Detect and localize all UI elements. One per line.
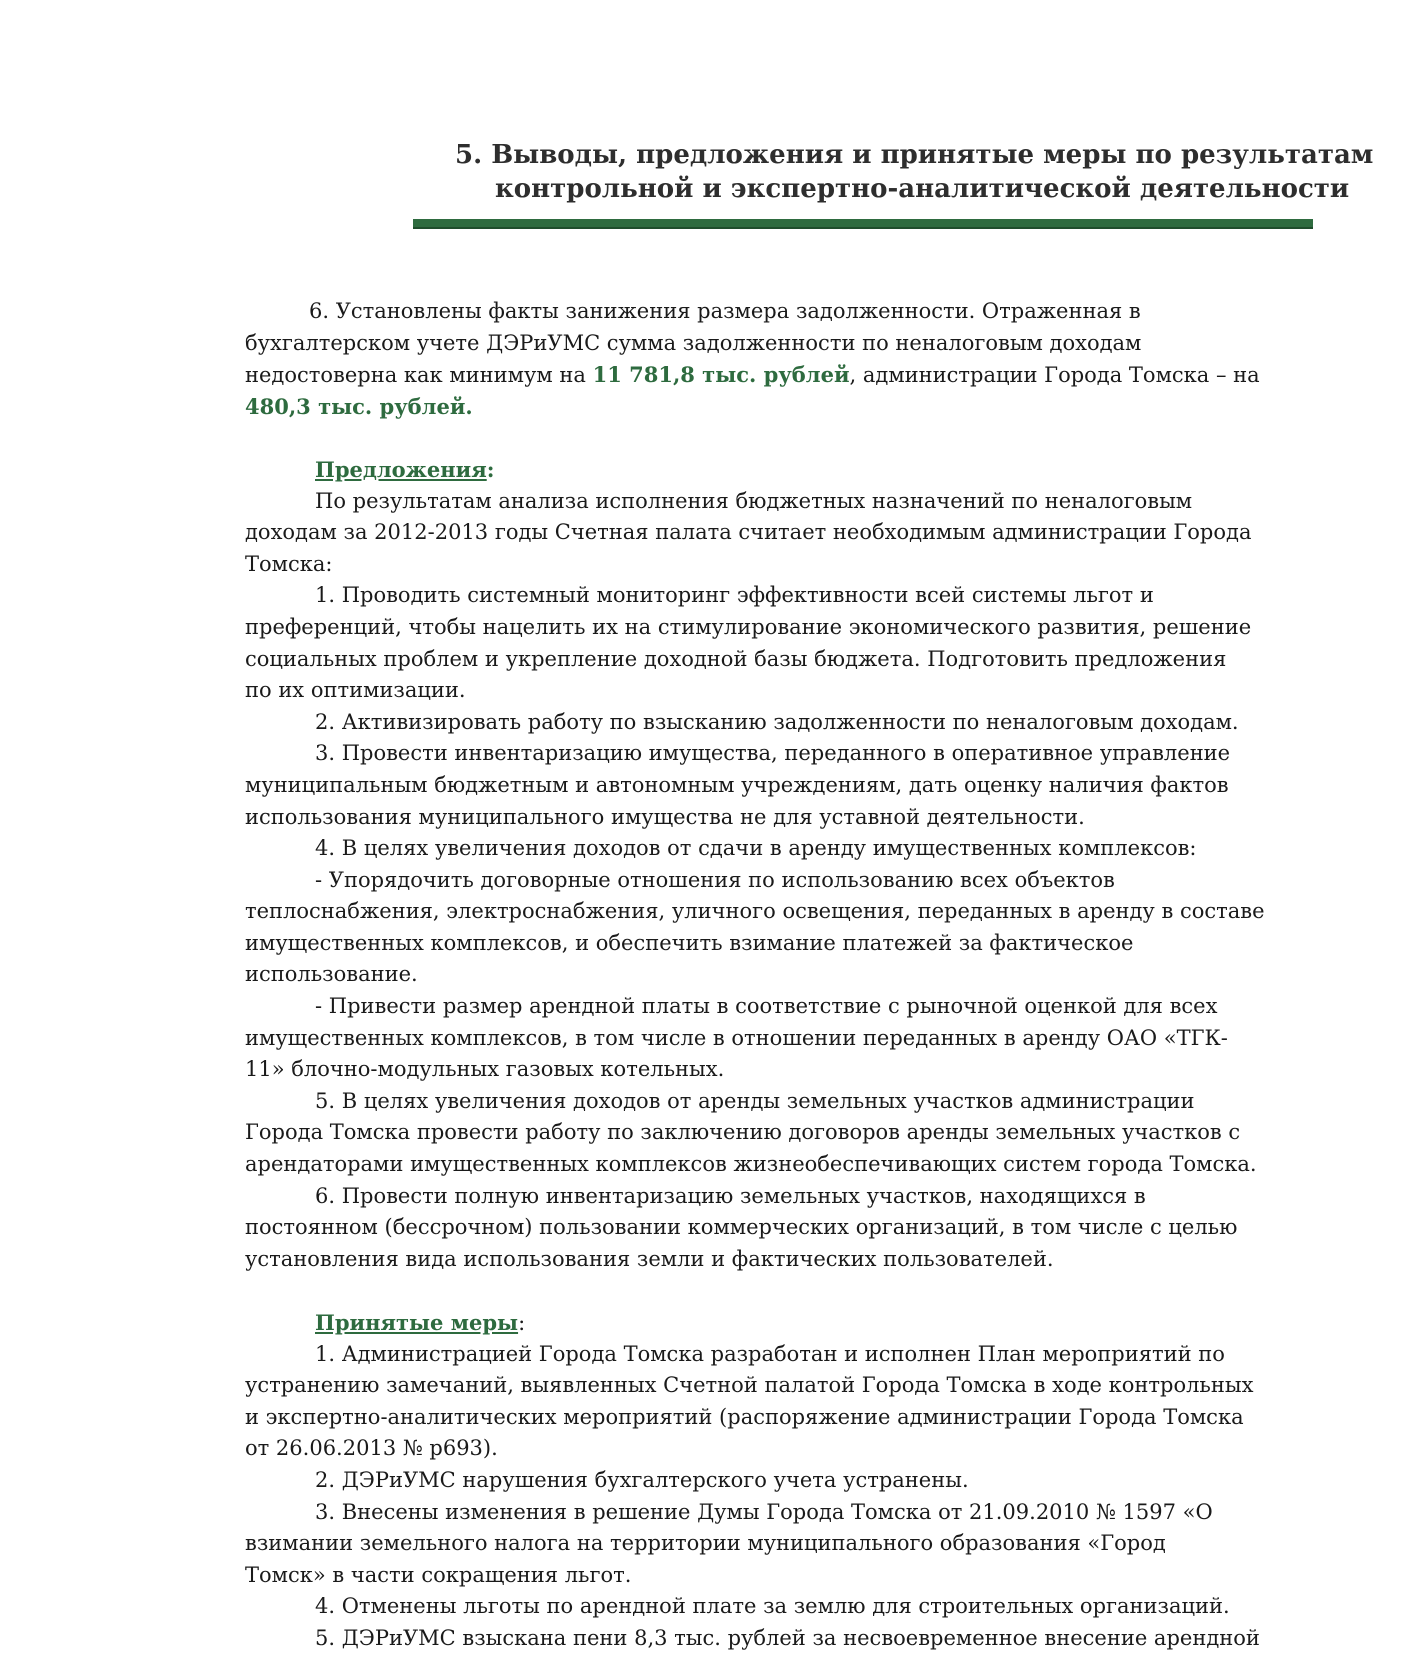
proposal-6-line-3: установления вида использования земли и фактических пользователей. — [245, 1246, 1054, 1271]
proposal-3-line-3: использования муниципального имущества не для уставной деятельности. — [245, 804, 1085, 829]
measure-3-line-3: Томск» в части сокращения льгот. — [245, 1562, 632, 1587]
measures-heading: Принятые меры — [315, 1310, 519, 1335]
measure-4: 4. Отменены льготы по арендной плате за землю для строительных организаций. — [315, 1594, 1230, 1619]
measure-1-line-3: и экспертно-аналитических мероприятий (распоряжение администрации Города Томска — [245, 1404, 1244, 1429]
proposal-3-line-1: 3. Провести инвентаризацию имущества, переданного в оперативное управление — [315, 741, 1231, 766]
proposals-heading-colon: : — [486, 456, 495, 482]
proposal-4a-line-2: теплоснабжения, электроснабжения, уличного освещения, переданных в аренду в составе — [245, 899, 1265, 924]
proposals-heading-line — [245, 454, 1285, 486]
title-underline-rule — [413, 219, 1313, 229]
proposal-4a-line-3: имущественных комплексов, и обеспечить взимание платежей за фактическое — [245, 930, 1134, 955]
measures-heading-colon: : — [518, 1311, 526, 1335]
proposal-4b-line-3: 11» блочно-модульных газовых котельных. — [245, 1057, 725, 1082]
proposals-intro-line-3: Томска: — [245, 551, 333, 576]
proposal-4a-line-1: - Упорядочить договорные отношения по использованию всех объектов — [315, 867, 1115, 892]
finding-6-amount-1: 11 781,8 тыс. рублей — [592, 362, 850, 388]
section-title — [413, 138, 1413, 206]
section-title-line-1: 5. Выводы, предложения и принятые меры по результатам — [455, 140, 1374, 170]
proposal-4a-line-4: использование. — [245, 962, 418, 987]
proposal-2: 2. Активизировать работу по взысканию задолженности по неналоговым доходам. — [315, 709, 1239, 734]
proposal-6-line-2: постоянном (бессрочном) пользовании коммерческих организаций, в том числе с целью — [245, 1215, 1238, 1240]
proposal-3-line-2: муниципальным бюджетным и автономным учреждениям, дать оценку наличия фактов — [245, 772, 1229, 797]
proposal-1-line-2: преференций, чтобы нацелить их на стимулирование экономического развития, решение — [245, 614, 1252, 639]
proposals-heading: Предложения — [315, 456, 487, 482]
measure-1-line-2: устранению замечаний, выявленных Счетной палатой Города Томска в ходе контрольных — [245, 1373, 1254, 1398]
proposal-1-line-1: 1. Проводить системный мониторинг эффективности всей системы льгот и — [315, 583, 1154, 608]
document-body — [245, 296, 1285, 1655]
measures-heading-line — [245, 1307, 1285, 1339]
section-title-line-2: контрольной и экспертно-аналитической деятельности — [495, 174, 1350, 204]
proposals-intro-line-1: По результатам анализа исполнения бюджетных назначений по неналоговым — [315, 488, 1193, 513]
proposal-1-line-3: социальных проблем и укрепление доходной базы бюджета. Подготовить предложения — [245, 646, 1227, 671]
finding-6-amount-2: 480,3 тыс. рублей. — [245, 393, 473, 419]
finding-6-line-3 — [245, 359, 1285, 391]
measure-3-line-1: 3. Внесены изменения в решение Думы Города Томска от 21.09.2010 № 1597 «О — [315, 1499, 1213, 1524]
proposal-5-line-3: арендаторами имущественных комплексов жизнеобеспечивающих систем города Томска. — [245, 1152, 1257, 1177]
proposal-4b-line-2: имущественных комплексов, в том числе в отношении переданных в аренду ОАО «ТГК- — [245, 1025, 1228, 1050]
finding-6-line-1: 6. Установлены факты занижения размера задолженности. Отраженная в — [309, 299, 1141, 323]
proposal-1-line-4: по их оптимизации. — [245, 678, 466, 703]
proposal-6-line-1: 6. Провести полную инвентаризацию земельных участков, находящихся в — [315, 1183, 1146, 1208]
proposal-4b-line-1: - Привести размер арендной платы в соответствие с рыночной оценкой для всех — [315, 994, 1218, 1019]
measure-3-line-2: взимании земельного налога на территории муниципального образования «Город — [245, 1531, 1166, 1556]
proposal-5-line-2: Города Томска провести работу по заключению договоров аренды земельных участков с — [245, 1120, 1241, 1145]
measure-1-line-1: 1. Администрацией Города Томска разработан и исполнен План мероприятий по — [315, 1341, 1225, 1366]
measure-5: 5. ДЭРиУМС взыскана пени 8,3 тыс. рублей за несвоевременное внесение арендной — [315, 1625, 1260, 1650]
proposals-intro-line-2: доходам за 2012-2013 годы Счетная палата считает необходимым администрации Города — [245, 520, 1252, 545]
proposal-4: 4. В целях увеличения доходов от сдачи в аренду имущественных комплексов: — [315, 836, 1197, 861]
measure-1-line-4: от 26.06.2013 № р693). — [245, 1436, 498, 1461]
finding-6-line-2: бухгалтерском учете ДЭРиУМС сумма задолженности по неналоговым доходам — [245, 330, 1142, 355]
finding-6-text-a: недостоверна как минимум на — [245, 363, 593, 388]
measure-2: 2. ДЭРиУМС нарушения бухгалтерского учета устранены. — [315, 1467, 969, 1492]
proposal-5-line-1: 5. В целях увеличения доходов от аренды земельных участков администрации — [315, 1088, 1195, 1113]
finding-6-text-c: , администрации Города Томска – на — [849, 363, 1260, 388]
